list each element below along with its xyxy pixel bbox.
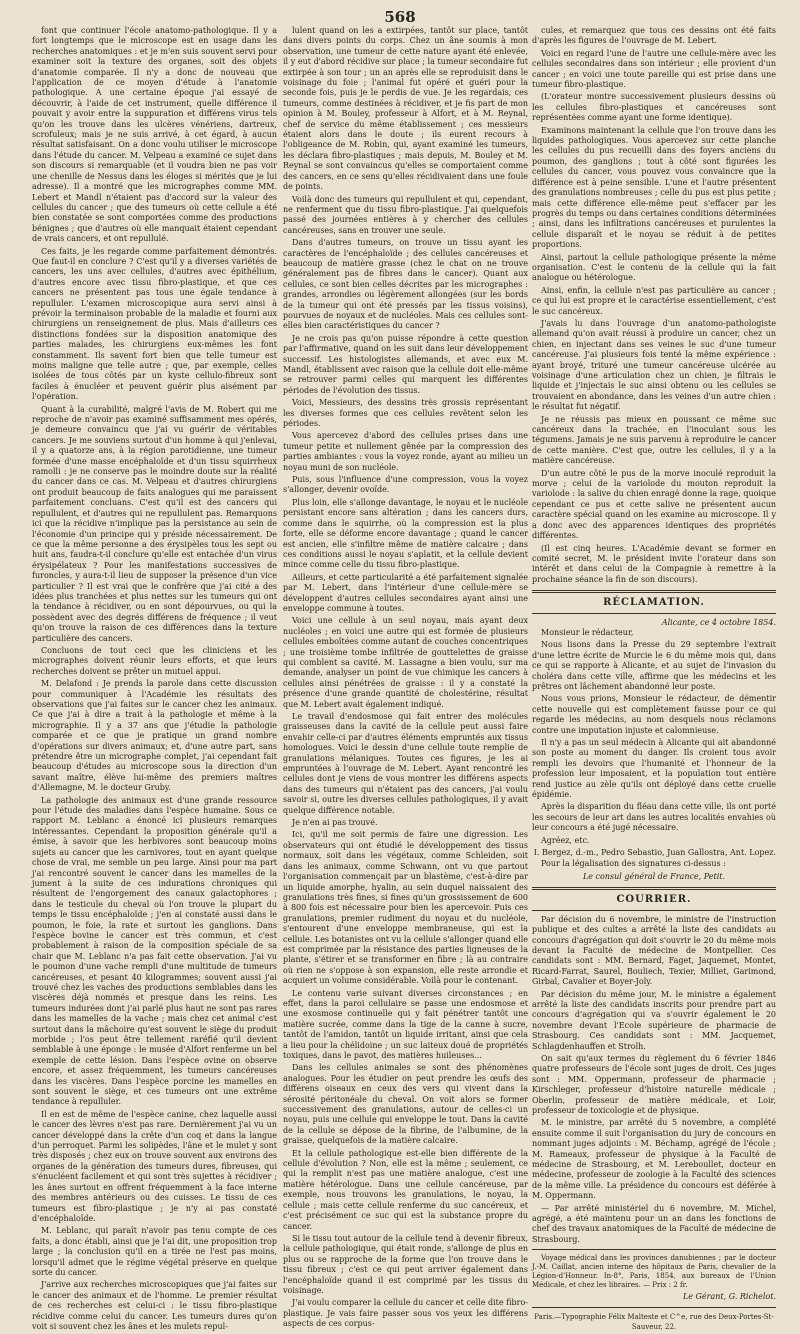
- paragraph: La pathologie des animaux est d'une grande ressource pour l'étude des maladies dans l'espèce humaine. Sous ce rapport M. Leblanc a énoncé ici plusieurs remarques intéressantes. Cependant la proposition générale qu'il a émise, à savoir que les herbivores sont beaucoup moins sujets au cancer que les carnivores, tout en ayant quelque chose de vrai, me semble un peu large. Ainsi pour ma part j'ai rencontré souvent le cancer dans les mamelles de la jument à la suite de ces indurations chroniques qui résultent de l'engorgement des canaux galactophores ; dans le testicule du cheval où l'on trouve la plupart du temps le tissu encéphaloïde ; j'en ai constaté aussi dans le poumon, le foie, la rate et surtout les ganglions. Dans l'espèce bovine le cancer est très commun, et c'est probablement à raison de la composition spéciale de sa chair que M. Leblanc n'a pas fait cette observation. J'ai vu le poumon d'une vache rempli d'une multitude de tumeurs cancéreuses, et pesant 40 kilogrammes; souvent aussi j'ai trouvé chez les vaches des productions semblables dans les viscères déjà nommés et presque dans les reins. Les tumeurs indurées dont j'ai parlé plus haut ne sont pas rares dans les mamelles de la vache ; mais chez cet animal c'est surtout dans la mâchoire qu'est souvent le siège du produit morbide ; l'os peut être tellement raréfié qu'il devient semblable à une éponge : le musée d'Alfort renferme un bel exemple de cette lésion. Dans l'espèce ovine on observe encore, et assez fréquemment, les tumeurs cancéreuses dans les viscères. Dans l'espèce porcine les mamelles en sont souvent le siège, et ces tumeurs ont une extrême tendance à repulluler.: [32, 795, 277, 1107]
- paragraph: Il en est de même de l'espèce canine, chez laquelle aussi le cancer des lèvres n'est pas rare. Dernièrement j'ai vu un cancer développé dans la crête d'un coq et dans la langue d'un perroquet. Parmi les solipèdes, l'âne et le mulet y sont très disposés ; chez eux on trouve souvent aux environs des organes de la génération des tumeurs dures, fibreuses, qui s'énucléent facilement et qui sont très sujettes à récidiver ; les ânes surtout en offrent fréquemment à la face interne des membres antérieurs ou des cuisses. Le tissu de ces tumeurs est fibro-plastique ; je n'y ai pas constaté d'encéphaloïde.: [32, 1109, 277, 1223]
- reclamation-salutation: Monsieur le rédacteur,: [541, 627, 634, 637]
- page-number: 568: [384, 8, 416, 26]
- notice-rule: [532, 1249, 776, 1250]
- paragraph: Je ne crois pas qu'on puisse répondre à cette question par l'affirmative, quand on les suit dans leur développement successif. Les histologistes allemands, et avec eux M. Mandl, établissent avec raison que la cellule doit elle-même se retrouver parmi celles qui marquent les différentes périodes de l'évolution des tissus.: [283, 333, 528, 395]
- paragraph: Je ne réussis pas mieux en poussant ce même suc cancéreux dans la trachée, en l'inoculant sous les tégumens. Jamais je ne suis parvenu à reproduire le cancer de cette manière. C'est que, outre les cellules, il y a la matière cancéreuse.: [532, 414, 776, 466]
- paragraph: M. le ministre, par arrêté du 5 novembre, a complété ensuite comme il suit l'organisation du jury de concours en nommant juges adjoints : M. Béchamp, agrégé de l'école ; M. Rameaux, professeur de physique à la Faculté de médecine de Strasbourg, et M. Lereboullet, docteur en médecine, professeur de zoologie à la Faculté des sciences de la même ville. La présidence du concours est déférée à M. Oppermann.: [532, 1118, 776, 1201]
- paragraph: J'ai voulu comparer la cellule du cancer et celle dite fibro-plastique. Je vais faire passer sous vos yeux les différens aspects de ces corpus-: [283, 1298, 528, 1329]
- paragraph: Par décision du même jour, M. le ministre a également arrêté la liste des candidats inscrits pour prendre part au concours d'agrégation qui va s'ouvrir également le 20 novembre devant l'Ecole supérieure de pharmacie de Strasbourg. Ces candidats sont : MM. Jacquemet, Schlagdenhauffen et Strolh.: [532, 989, 776, 1051]
- heading-rule: [532, 910, 776, 911]
- paragraph: Ici, qu'il me soit permis de faire une digression. Les observateurs qui ont étudié le développement des tissus normaux, soit dans les végétaux, comme Schleiden, soit dans les animaux, comme Schwann, ont vu que partout l'organisation commençait par un blastème, c'est-à-dire par un liquide amorphe, hyalin, au sein duquel naissaient des granulations très fines, si fines qu'un grossissement de 600 à 800 fois est nécessaire pour bien les apercevoir. Puis ces granulations, premier rudiment du noyau et du nucléole, s'entourent d'une enveloppe membraneuse, qui est la cellule. Les botanistes ont vu la cellule s'allonger quand elle est comprimée par la résistance des parties ligneuses de la plante, s'étirer et se transformer en fibre ; là au contraire où rien ne s'oppose à son expansion, elle reste arrondie et acquiert un volume considérable. Voilà pour le contenant.: [283, 830, 528, 986]
- paragraph: Plus loin, elle s'allonge davantage, le noyau et le nucléole persistant encore sans altération ; dans les cancers durs, comme dans le squirrhe, où la compression est la plus forte, elle se déforme encore davantage ; quand le cancer est ancien, elle s'infiltre même de matière calcaire ; dans ces conditions aussi le noyau s'aplatit, et la cellule devient mince comme celle du tissu fibro-plastique.: [283, 497, 528, 570]
- reclamation-dateline: Alicante, ce 4 octobre 1854.: [661, 617, 776, 627]
- reclamation-closing: Agréez, etc.: [541, 835, 590, 845]
- paragraph: Nous lisons dans la Presse du 29 septembre l'extrait d'une lettre écrite de Murcie le 6 du même mois qui, dans ce qui se rapporte à Alicante, et au sujet de l'invasion du choléra dans cette ville, affirme que les médecins et les prêtres ont lâchement abandonné leur poste.: [532, 640, 776, 691]
- printer-imprint: Paris.—Typographie Félix Malteste et C^e, rue des Deux-Portes-St-Sauveur, 22.: [534, 1312, 774, 1332]
- paragraph: Vous apercevez d'abord des cellules prises dans une tumeur petite et nullement gênée par la compression des parties ambiantes : vous la voyez ronde, ayant au milieu un noyau muni de son nucléole.: [283, 431, 528, 472]
- paragraph: Voici une cellule à un seul noyau, mais ayant deux nucléoles ; en voici une autre qui est formée de plusieurs cellules emboîtées comme autant de couches concentriques ; une troisième tombe infiltrée de gouttelettes de graisse qui comblent sa cavité. M. Lassagne a bien voulu, sur ma demande, analyser un point de vue chimique les cancers à cellules ainsi pénétrées de graisse : il y a constaté la présence d'une grande quantité de cholestérine, résultat que M. Lebert avait également indiqué.: [283, 616, 528, 709]
- paragraph: Il n'y a pas un seul médecin à Alicante qui ait abandonné son poste au moment du danger. Ils croient tous avoir rempli les devoirs que l'humanité et l'honneur de la profession leur imposaient, et la population tout entière rend justice au zèle qu'ils ont déployé dans cette cruelle épidémie.: [532, 738, 776, 800]
- paragraph: Quant à la curabilité, malgré l'avis de M. Robert qui me reproche de n'avoir pas examiné suffisamment mes opérés, je demeure convaincu que j'ai vu guérir de véritables cancers. Je me souviens surtout d'un homme à qui j'enlevai, il y a quatorze ans, à la région parotidienne, une tumeur formée d'une masse encéphaloïde et d'un tissu squirrheux ramolli : je ne conserve pas le moindre doute sur la réalité du cancer dans ce cas. M. Velpeau et d'autres chirurgiens ont produit beaucoup de faits analogues qui me paraissent parfaitement concluans. C'est qu'il est des cancers qui repullulent, et d'autres qui ne repullulent pas. Remarquons ici que la récidive n'implique pas la persistance au sein de l'économie d'un principe qui y préside nécessairement. De ce que la même personne a des érysipèles tous les sept ou huit ans, faudra-t-il conclure qu'elle est entachée d'un virus érysipélateux ? Pour les manifestations successives de furoncles, y aura-t-il lieu de supposer la présence d'un vice particulier ? Il est vrai que le confrère que j'ai cité a des idées plus tranchées et plus nettes sur les tumeurs qui ont la tendance à récidiver, ou en sont dépourvues, ou qui la possèdent avec des degrés différens de fréquence ; il veut qu'on trouve la raison de ces différences dans la texture particulière des cancers.: [32, 404, 277, 643]
- paragraph: D'un autre côté le pus de la morve inoculé reproduit la morve ; celui de la variolode du mouton reproduit la variolode : la salive du chien enragé donne la rage, quoique cependant ce pus et cette salive ne présentent aucun caractère spécial quand on les examine au microscope. Il y a donc avec des apparences identiques des propriétés différentes.: [532, 468, 776, 541]
- column-2: [283, 26, 528, 1332]
- courrier-heading: COURRIER.: [616, 894, 692, 906]
- gerant-signature: Le Gérant, G. Richelot.: [682, 1292, 776, 1302]
- reclamation-signatures: I. Bergez, d.-m., Pedro Sebastio, Juan Gallostra, Ant. Lopez.: [533, 848, 776, 858]
- book-notice: Voyage médical dans les provinces danubiennes ; par le docteur J.-M. Caillat, ancien interne des hôpitaux de Paris, chevalier de la Légion-d'Honneur. In-8°, Paris, 1854, aux bureaux de l'Union Médicale, et chez les libraires. — Prix : 2 fr.: [532, 1254, 776, 1290]
- reclamation-legalisation: Pour la légalisation des signatures ci-dessus :: [541, 859, 726, 869]
- heading-rule: [532, 613, 776, 614]
- paragraph: J'arrive aux recherches microscopiques que j'ai faites sur le cancer des animaux et de l'homme. Le premier résultat de ces recherches est celui-ci : le tissu fibro-plastique récidive comme celui du cancer. Les tumeurs dures qu'on voit si souvent chez les ânes et les mulets repul-: [32, 1280, 277, 1331]
- paragraph: (Il est cinq heures. L'Académie devant se former en comité secret, M. le président invite l'orateur dans son intérêt et dans celui de la Compagnie à remettre à la prochaine séance la fin de son discours).: [532, 543, 776, 584]
- column-1: [32, 26, 277, 1334]
- paragraph: Le travail d'endosmose qui fait entrer des molécules graisseuses dans la cavité de la cellule peut aussi faire envahir celle-ci par d'autres éléments empruntés aux tissus homologues. Voici le dessin d'une cellule toute remplie de granulations mélaniques. Toutes ces figures, je les ai empruntées à l'ouvrage de M. Lebert. Ayant rencontré les cellules dont je viens de vous montrer les différens aspects dans des tumeurs qui n'étaient pas des cancers, j'ai voulu savoir si, outre les diverses cellules pathologiques, il y avait quelque différence notable.: [283, 712, 528, 815]
- paragraph: Nous vous prions, Monsieur le rédacteur, de démentir cette nouvelle qui est complètement fausse pour ce qui regarde les médecins, au nom desquels nous réclamons contre une imputation injuste et calomnieuse.: [532, 694, 776, 735]
- reclamation-heading: RÉCLAMATION.: [603, 597, 705, 609]
- paragraph: Concluons de tout ceci que les cliniciens et les micrographes doivent réunir leurs efforts, et que leurs recherches doivent se prêter un mutuel appui.: [32, 645, 277, 676]
- paragraph: Voici, Messieurs, des dessins très grossis représentant les diverses formes que ces cellules revêtent selon les périodes.: [283, 398, 528, 429]
- paragraph: Ainsi, partout la cellule pathologique présente la même organisation. C'est le contenu de la cellule qui la fait analogue ou hétérologue.: [532, 252, 776, 283]
- paragraph: Ainsi, enfin, la cellule n'est pas particulière au cancer ; ce qui lui est propre et le caractérise essentiellement, c'est le suc cancéreux.: [532, 285, 776, 316]
- paragraph: Puis, sous l'influence d'une compression, vous la voyez s'allonger, devenir ovoïde.: [283, 475, 528, 495]
- paragraph: Examinons maintenant la cellule que l'on trouve dans les liquides pathologiques. Vous apercevez sur cette planche les cellules du pus recueilli dans des foyers anciens du poumon, des ganglions ; tout à côté sont figurées les cellules du cancer, vous pouvez vous convaincre que la différence est à peine sensible. L'une et l'autre présentent des granulations nombreuses ; celle du pus est plus petite ; mais cette différence elle-même peut s'effacer par les progrès du temps ou dans certaines conditions déterminées ; ainsi, dans les infiltrations cancéreuses et purulentes la cellule disparaît et le noyau se réduit à de petites proportions.: [532, 125, 776, 250]
- paragraph: Si le tissu tout autour de la cellule tend à devenir fibreux, la cellule pathologique, qui était ronde, s'allonge de plus en plus ou se rapproche de la forme que l'on trouve dans le tissu fibreux ; c'est ce qui peut arriver également dans l'encéphaloïde quand il est comprimé par les tissus du voisinage.: [283, 1233, 528, 1295]
- paragraph: M. Delafond : Je prends la parole dans cette discussion pour communiquer à l'Académie les résultats des observations que j'ai faites sur le cancer chez les animaux. Ce que j'ai à dire a trait à la pathologie et même à la micrographie. Il y a 37 ans que j'étudie la pathologie comparée et ce que je pratique un grand nombre d'opérations sur divers animaux; et, d'une autre part, sans prétendre être un micrographe complet, j'ai cependant fait beaucoup d'études au microscope sous la direction d'un savant maître, élève lui-même des premiers maîtres d'Allemagne, M. le docteur Gruby.: [32, 679, 277, 793]
- paragraph: Par décision du 6 novembre, le ministre de l'instruction publique et des cultes a arrêté la liste des candidats au concours d'agrégation qui doit s'ouvrir le 20 du même mois devant la Faculté de médecine de Montpellier. Ces candidats sont : MM. Bernard, Faget, Jaquemet, Montet, Ricard-Farrat, Saurel, Bouliech, Texier, Milliet, Garimond, Girbal, Cavalier et Boyer-Joly.: [532, 914, 776, 987]
- paragraph: Dans d'autres tumeurs, on trouve un tissu ayant les caractères de l'encéphaloïde ; des cellules cancéreuses et beaucoup de matière grasse (chez le chat on ne trouve généralement pas de fibres dans le cancer). Quant aux cellules, ce sont bien celles décrites par les micrographes : grandes, arrondies ou légèrement allongées (sur les bords de la tumeur qui ont été pressés par les tissus voisins), pourvues de noyaux et de nucléoles. Mais ces cellules sont-elles bien caractéristiques du cancer ?: [283, 238, 528, 331]
- paragraph: font que continuer l'école anatomo-pathologique. Il y a fort longtemps que le microscope est en usage dans les recherches anatomiques : et je m'en suis souvent servi pour examiner soit la texture des organes, soit des objets d'anatomie comparée. Il n'y a donc de nouveau que l'application de ce moyen d'étude à l'anatomie pathologique. A une certaine époque j'ai essayé de découvrir, à l'aide de cet instrument, quelle différence il pouvait y avoir entre la suppuration et différens virus tels qu'on les trouve dans les ulcères vénériens, dartreux, scrofuleux; mais je ne suis arrivé, à cet égard, à aucun résultat satisfaisant. On a donc voulu utiliser le microscope dans l'étude du cancer. M. Velpeau a examiné ce sujet dans son discours si remarquable (et il voudra bien ne pas voir une chenille de Nessus dans les éloges si mérités que je lui adresse). Il a montré que les micrographes comme MM. Lebert et Mandl n'étaient pas d'accord sur la valeur des cellules du cancer ; que des tumeurs où cette cellule a été bien constatée se sont comportées comme des productions bénignes ; que d'autres où elle manquait étaient cependant de vrais cancers, et ont repullulé.: [32, 26, 277, 244]
- paragraph: lulent quand on les a extirpées, tantôt sur place, tantôt dans divers points du corps. Chez un âne soumis à mon observation, une tumeur de cette nature ayant été enlevée, il y eut d'abord récidive sur place ; la tumeur secondaire fut extirpée à son tour ; un an après elle se reproduisit dans le voisinage du foie ; l'animal fut opéré et guéri pour la seconde fois, puis je le perdis de vue. Je les regardais, ces tumeurs, comme destinées à récidiver, et je fis part de mon opinion à M. Bouley, professeur à Alfort, et à M. Reynal, chef de service du même établissement ; ces messieurs étaient alors dans le doute ; ils eurent recours à l'obligeance de M. Robin, qui, ayant examiné les tumeurs, les déclara fibro-plastiques ; mais depuis, M. Bouley et M. Reynal se sont convaincus qu'elles se comportaient comme des cancers, en ce sens qu'elles récidivaient dans une foule de points.: [283, 26, 528, 192]
- section-divider: [532, 590, 776, 593]
- paragraph: Voilà donc des tumeurs qui repullulent et qui, cependant, ne renferment que du tissu fibro-plastique. J'ai quelquefois passé des journées entières à y chercher des cellules cancéreuses, sans en trouver une seule.: [283, 194, 528, 235]
- paragraph: Dans les cellules animales se sont des phénomènes analogues. Pour les étudier on peut prendre les œufs des différens oiseaux en ceux des vers qui vivent dans la sérosité péritonéale du cheval. On voit alors se former successivement des granulations, autour de celles-ci un noyau, puis une cellule qui enveloppe le tout. Dans la cavité de la cellule se dépose de la fibrine, de l'albumine, de la graisse, quelquefois de la matière calcaire.: [283, 1063, 528, 1146]
- paragraph: cules, et remarquez que tous ces dessins ont été faits d'après les figures de l'ouvrage de M. Lebert.: [532, 26, 776, 46]
- paragraph: Voici en regard l'une de l'autre une cellule-mère avec les cellules secondaires dans son intérieur ; elle provient d'un cancer ; en voici une toute pareille qui est prise dans une tumeur fibro-plastique.: [532, 48, 776, 90]
- paragraph: Ailleurs, et cette particularité a été parfaitement signalée par M. Lebert, dans l'intérieur d'une cellule-mère se développent d'autres cellules secondaires ayant ainsi une enveloppe commune à toutes.: [283, 572, 528, 613]
- reclamation-consul: Le consul général de France, Petit.: [582, 871, 726, 881]
- paragraph: — Par arrêté ministériel du 6 novembre, M. Michel, agrégé, a été maintenu pour un an dans les fonctions de chef des travaux anatomiques de la Faculté de médecine de Strasbourg.: [532, 1203, 776, 1244]
- paragraph: Je n'en ai pas trouvé.: [292, 818, 378, 828]
- paragraph: Après la disparition du fléau dans cette ville, ils ont porté les secours de leur art dans les autres localités envahies où leur concours a été jugé nécessaire.: [532, 802, 776, 833]
- paragraph: M. Leblanc, qui paraît n'avoir pas tenu compte de ces faits, a donc établi, ainsi que je l'ai dit, une proposition trop large ; la conclusion qu'il en a tirée ne l'est pas moins, lorsqu'il admet que le régime végétal préserve en quelque sorte du cancer.: [32, 1226, 277, 1277]
- paragraph: (L'orateur montre successivement plusieurs dessins où les cellules fibro-plastiques et cancéreuses sont représentées comme ayant une forme identique).: [532, 92, 776, 123]
- imprint-rule: [532, 1307, 776, 1308]
- paragraph: J'avais lu dans l'ouvrage d'un anatomo-pathologiste allemand qu'on avait réussi à produire un cancer, chez un chien, en injectant dans ses veines le suc d'une tumeur cancéreuse. J'ai plusieurs fois tenté la même expérience : ayant broyé, trituré une tumeur cancéreuse ulcérée au voisinage d'une articulation chez un chien, je filtrais le liquide et j'injectais le suc ainsi obtenu ou les cellules se trouvaient en abondance, dans les veines d'un autre chien : le résultat fut négatif.: [532, 318, 776, 412]
- paragraph: On sait qu'aux termes du règlement du 6 février 1846 quatre professeurs de l'école sont juges de droit. Ces juges sont : MM. Oppermann, professeur de pharmacie ; Kirschleger, professeur d'histoire naturelle médicale ; Oberlin, professeur de matière médicale, et Loir, professeur de toxicologie et de physique.: [532, 1053, 776, 1115]
- paragraph: Le contenu varie suivant diverses circonstances ; en effet, dans la paroi cellulaire se passe une endosmose et une exosmose continuelle qui y fait pénétrer tantôt une matière sucrée, comme dans la tige de la canne à sucre, tantôt de l'amidon, tantôt un liquide irritant, ainsi que cela a lieu pour la chélidoine ; un suc laiteux doué de propriétés toxiques, dans le pavot, des matières huileuses...: [283, 988, 528, 1060]
- section-divider: [532, 887, 776, 890]
- paragraph: Et la cellule pathologique est-elle bien différente de la cellule d'évolution ? Non, elle est la même ; seulement, ce qui la remplit n'est pas une matière analogue, c'est une matière hétérologue. Dans une cellule cancéreuse, par exemple, nous trouvons les granulations, le noyau, la cellule ; mais cette cellule renferme du suc cancéreux, et c'est précisément ce suc qui est la substance propre du cancer.: [283, 1148, 528, 1231]
- column-3: [532, 26, 776, 1333]
- paragraph: Ces faits, je les regarde comme parfaitement démontrés. Que faut-il en conclure ? C'est qu'il y a diverses variétés de cancers, les uns avec cellules, d'autres avec épithélium, d'autres encore avec tissu fibro-plastique, et que ces cancers ne présentent pas tous une égale tendance à repulluler. L'examen microscopique aura servi ainsi à prévoir la terminaison probable de la maladie et fourni aux chirurgiens un renseignement de plus. Mais d'ailleurs ces distinctions fondées sur la disposition anatomique des parties malades, les chirurgiens eux-mêmes les font constamment. Ils savent fort bien que telle tumeur est moins maligne que telle autre ; que, par exemple, celles isolées de tous côtés par un kyste cellulo-fibreux sont faciles à énucléer et peuvent guérir plus aisément par l'opération.: [32, 246, 277, 402]
